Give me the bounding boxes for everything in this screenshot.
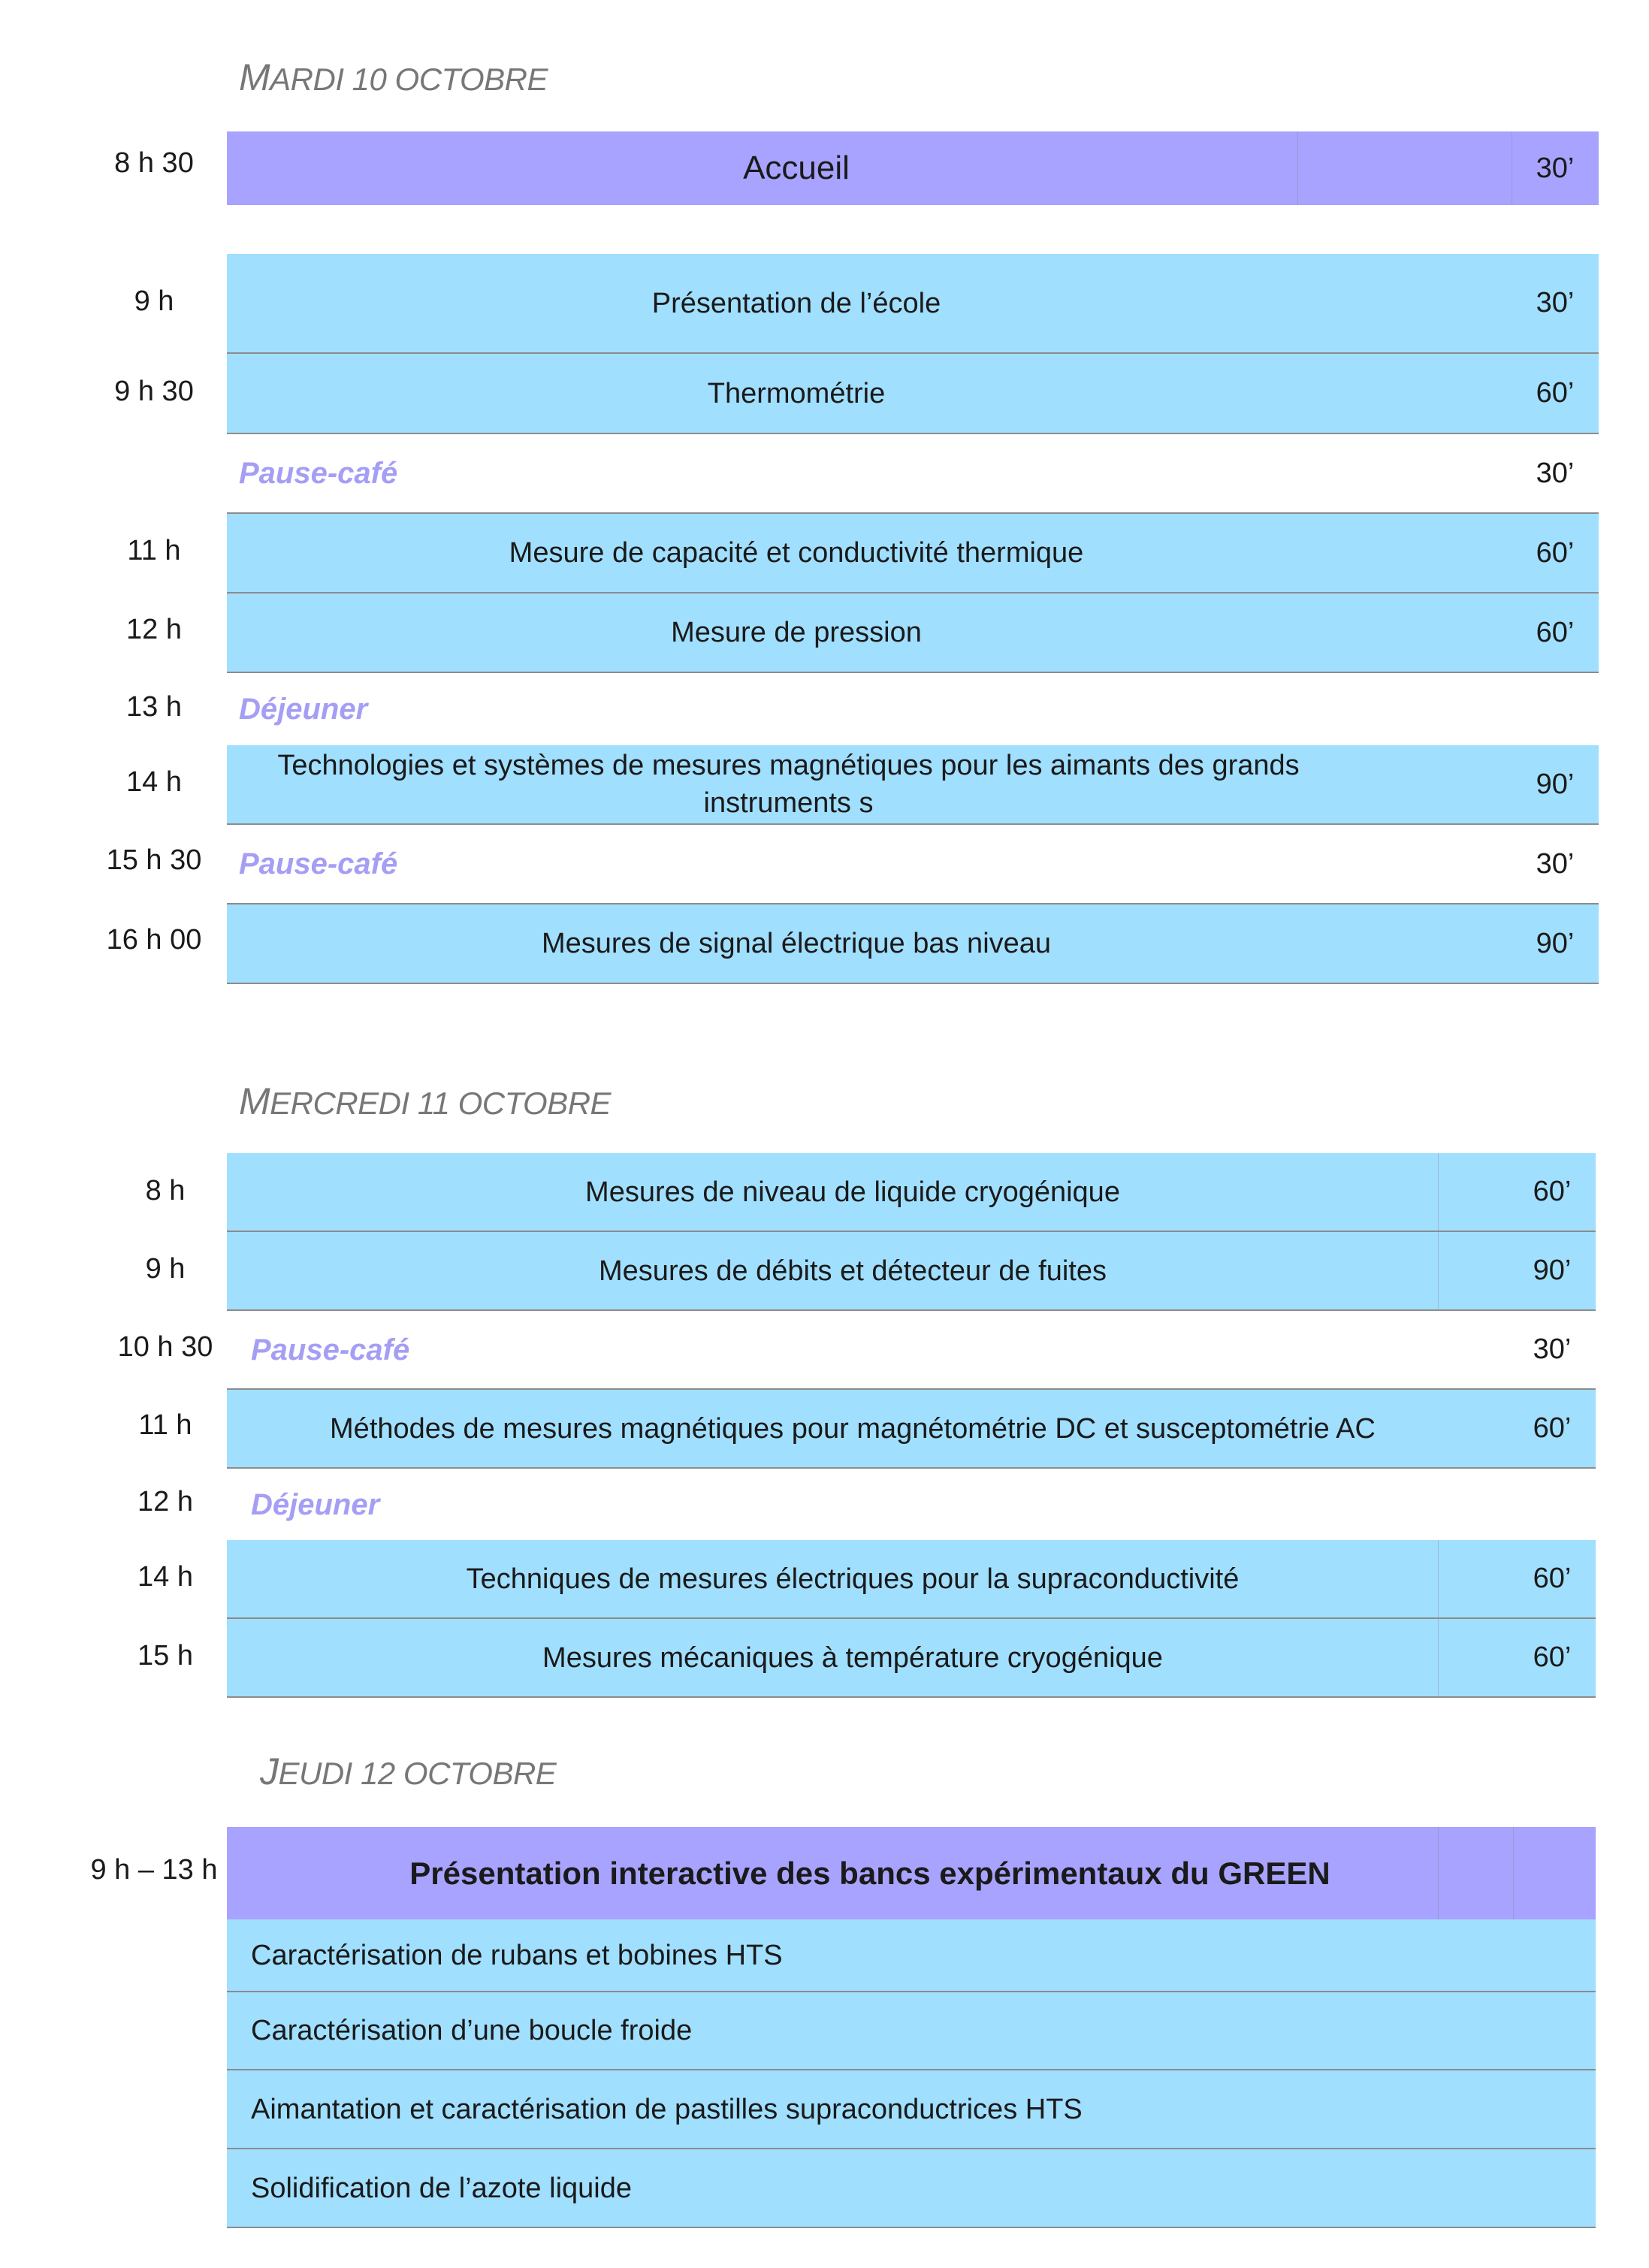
session-duration: 60’ [1536,536,1575,569]
time-label: 15 h 30 [106,844,202,876]
workshop-item [227,2070,1596,2149]
time-label: 11 h [127,535,181,566]
schedule-row [227,904,1599,984]
time-label: 12 h [137,1486,193,1518]
session-duration: 60’ [1536,616,1575,648]
time-label: 14 h [137,1561,193,1593]
time-label: 15 h [137,1640,193,1672]
schedule-row-accueil [227,131,1599,205]
schedule-row [227,1232,1596,1311]
session-duration: 30’ [1536,457,1575,489]
session-duration: 30’ [1536,152,1575,184]
session-title: Présentation de l’école [651,287,941,319]
break-row [227,1311,1596,1390]
workshop-item [227,2149,1596,2228]
session-duration: 60’ [1533,1176,1572,1207]
schedule-row [227,254,1599,354]
session-duration: 60’ [1533,1412,1572,1444]
session-duration: 90’ [1536,927,1575,959]
break-title: Pause-café [239,847,398,880]
time-label: 12 h [126,614,182,645]
break-title: Pause-café [239,457,398,490]
workshop-title: Présentation interactive des bancs expérimentaux du GREEN [409,1855,1330,1891]
lunch-row [227,673,1599,745]
session-title: Mesures de signal électrique bas niveau [541,928,1052,959]
session-title: Techniques de mesures électriques pour la supraconductivité [466,1563,1240,1595]
time-label: 9 h [145,1253,186,1285]
session-duration: 60’ [1533,1641,1572,1673]
schedule-row [227,745,1599,825]
session-duration: 90’ [1533,1255,1572,1286]
session-title: Technologies et systèmes de mesures magnétiques pour les aimants des grands instruments s [277,750,1300,819]
lunch-title: Déjeuner [251,1487,380,1521]
session-title: Mesures mécaniques à température cryogénique [542,1641,1163,1674]
schedule-row [227,514,1599,593]
workshop-item [227,1919,1596,1992]
schedule-row [227,593,1599,673]
session-duration: 30’ [1533,1333,1572,1365]
session-duration: 30’ [1536,847,1575,880]
time-label: 10 h 30 [117,1331,213,1363]
day-heading-wednesday: MERCREDI 11 OCTOBRE [239,1080,612,1122]
time-label: 9 h – 13 h [90,1854,218,1886]
lunch-title: Déjeuner [239,693,368,726]
time-label: 11 h [138,1409,192,1441]
workshop-item-label: Solidification de l’azote liquide [251,2172,632,2204]
lunch-row [227,1469,1596,1540]
schedule-row [227,354,1599,434]
break-row [227,434,1599,514]
schedule-row [227,1540,1596,1619]
workshop-header-row [227,1827,1596,1919]
break-row [227,825,1599,904]
session-title: Mesures de niveau de liquide cryogénique [585,1176,1120,1208]
workshop-item-label: Caractérisation de rubans et bobines HTS [251,1939,783,1971]
session-title: Thermométrie [707,377,886,409]
session-duration: 90’ [1536,768,1575,800]
time-label: 14 h [126,766,182,798]
schedule-row [227,1153,1596,1232]
session-title: Accueil [743,149,850,186]
schedule-row [227,1390,1596,1469]
day-heading-thursday: JEUDI 12 OCTOBRE [260,1750,557,1792]
session-title: Mesures de débits et détecteur de fuites [599,1255,1107,1287]
session-title: Méthodes de mesures magnétiques pour magnétométrie DC et susceptométrie AC [330,1412,1376,1445]
time-label: 9 h [134,285,174,317]
break-title: Pause-café [251,1333,410,1367]
time-label: 16 h 00 [106,924,202,956]
session-title: Mesure de pression [671,617,922,648]
workshop-item [227,1992,1596,2070]
schedule-row [227,1619,1596,1698]
session-title: Mesure de capacité et conductivité thermique [509,537,1084,569]
session-duration: 60’ [1533,1563,1572,1594]
session-duration: 60’ [1536,377,1575,409]
workshop-item-label: Aimantation et caractérisation de pastilles supraconductrices HTS [251,2093,1083,2125]
workshop-item-label: Caractérisation d’une boucle froide [251,2015,693,2046]
time-label: 13 h [126,691,182,723]
day-heading-tuesday: MARDI 10 OCTOBRE [239,56,548,98]
session-duration: 30’ [1536,287,1575,319]
time-label: 8 h 30 [114,147,194,179]
time-label: 9 h 30 [114,376,194,407]
time-label: 8 h [145,1175,186,1206]
